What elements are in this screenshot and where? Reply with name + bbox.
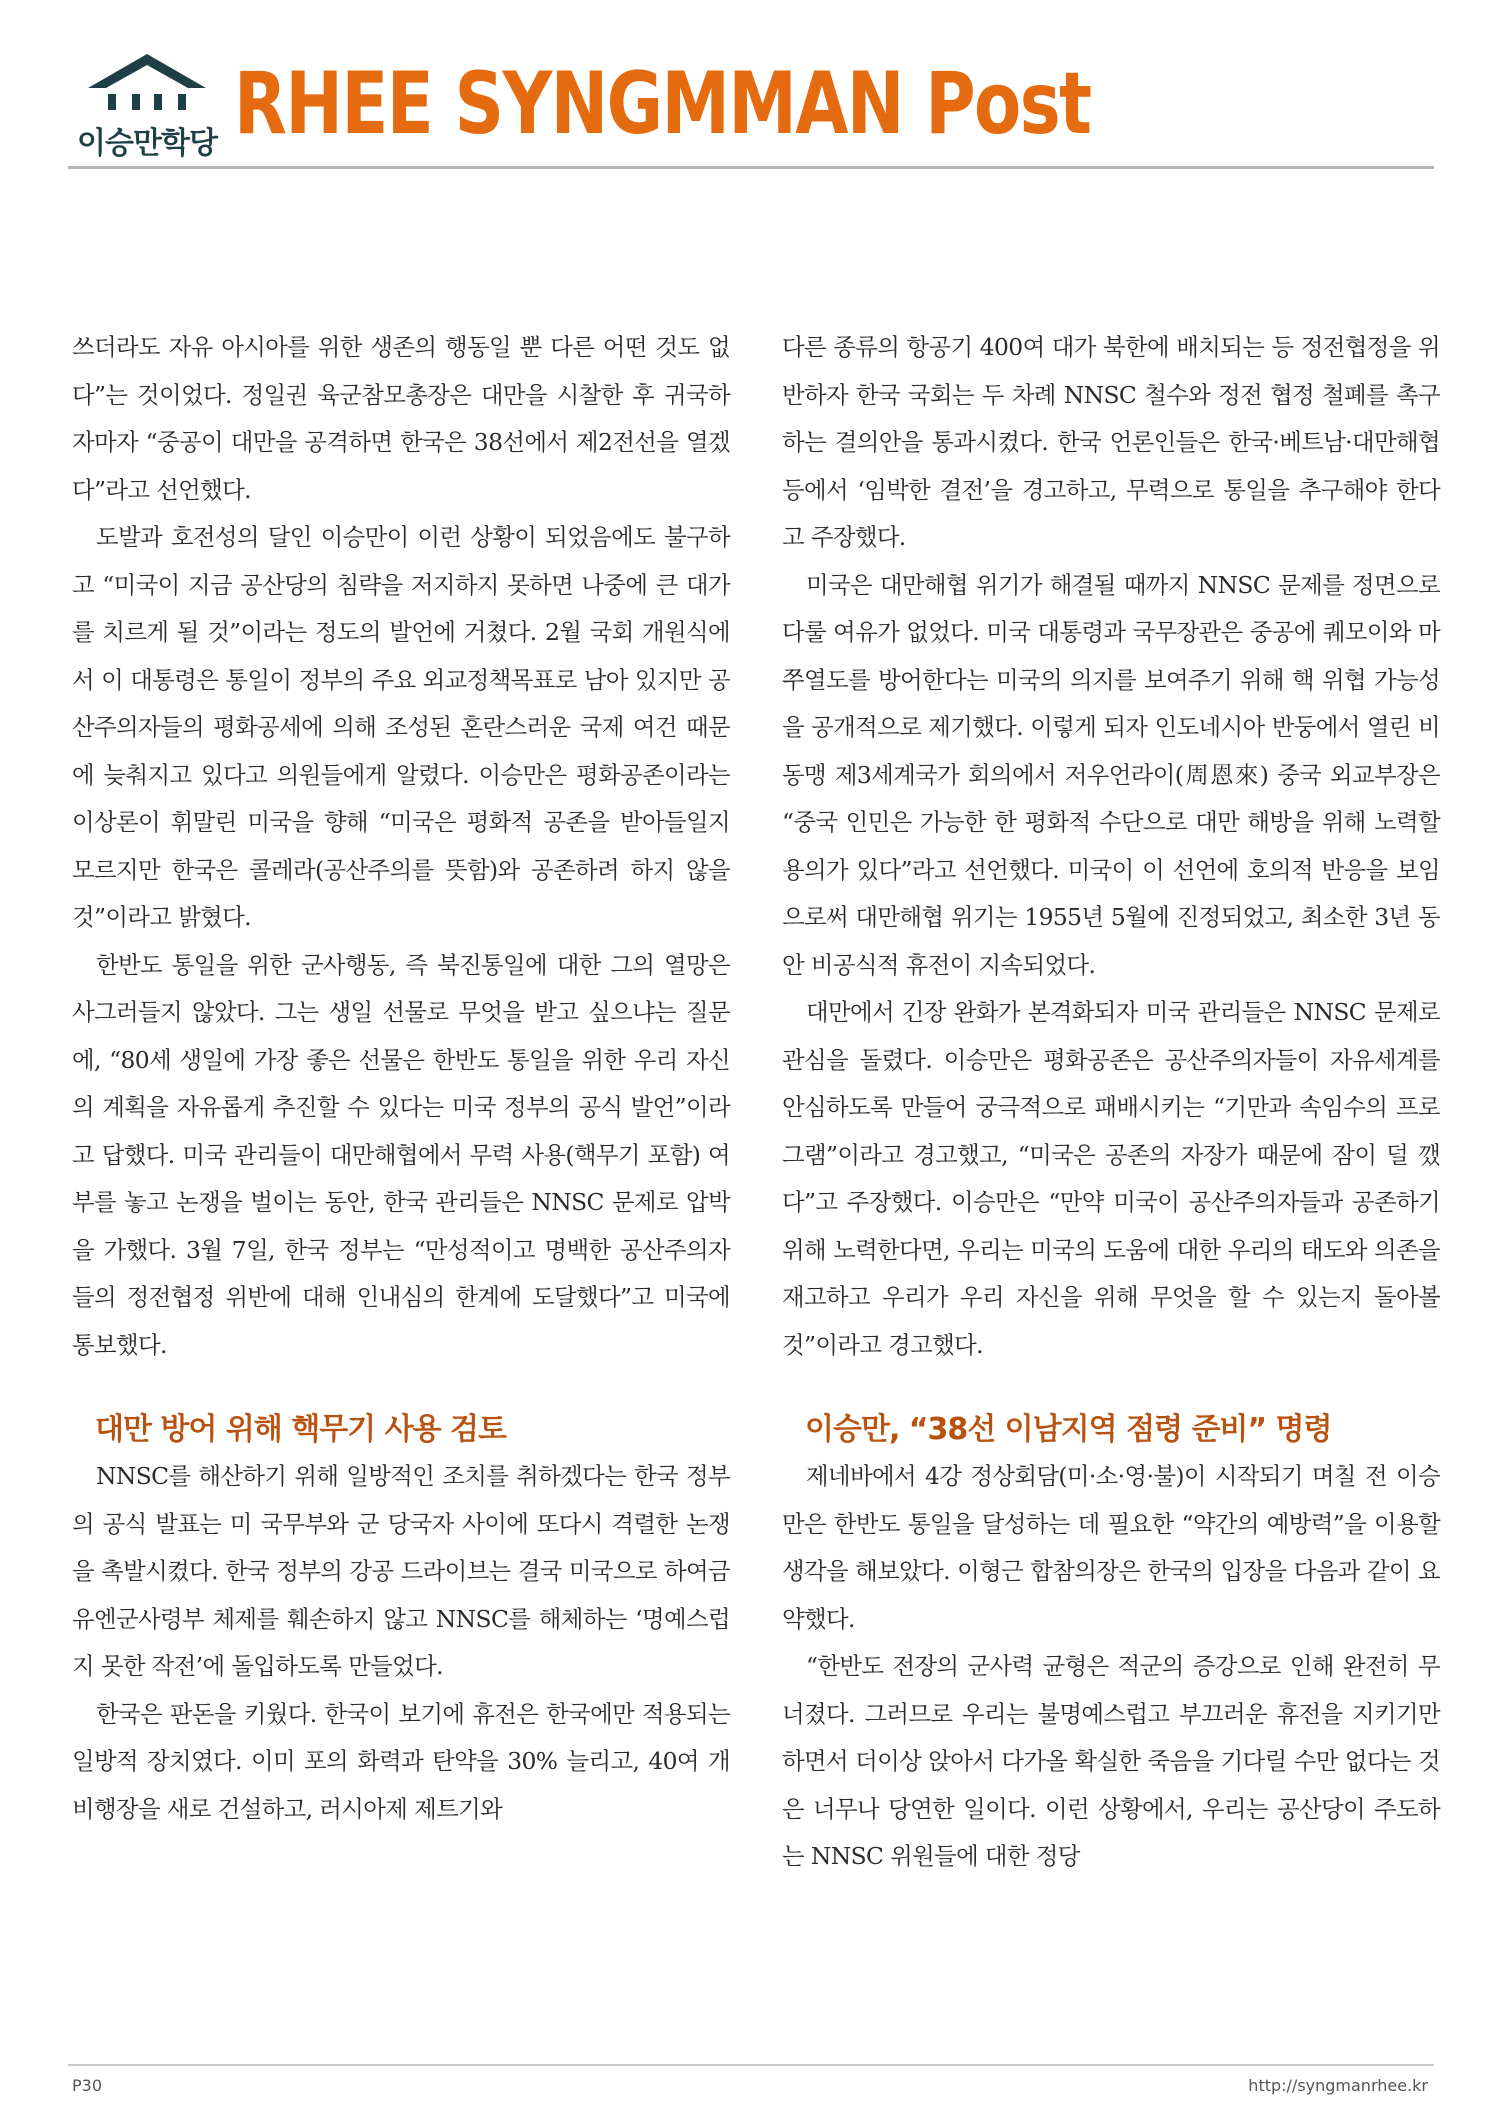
section-heading: 대만 방어 위해 핵무기 사용 검토 xyxy=(95,1412,506,1447)
website-url: http://syngmanrhee.kr xyxy=(1248,2076,1428,2095)
body-paragraph: NNSC를 해산하기 위해 일방적인 조치를 취하겠다는 한국 정부의 공식 발표는 미 국무부와 군 당국자 사이에 또다시 격렬한 논쟁을 촉발시켰다. 한국 정부의 강공 드라이브는 결국 미국으로 하여금 유엔군사령부 체제를 훼손하지 않고 NNSC를 해체하는 ‘명예스럽지 못한 작전’에 돌입하도록 만들었다. xyxy=(72,1462,730,1680)
body-paragraph: 도발과 호전성의 달인 이승만이 이런 상황이 되었음에도 불구하고 “미국이 지금 공산당의 침략을 저지하지 못하면 나중에 큰 대가를 치르게 될 것”이라는 정도의 발언에 거쳤다. 2월 국회 개원식에서 이 대통령은 통일이 정부의 주요 외교정책목표로 남아 있지만 공산주의자들의 평화공세에 의해 조성된 혼란스러운 국제 여건 때문에 늦춰지고 있다고 의원들에게 알렸다. 이승만은 평화공존이라는 이상론이 휘말린 미국을 향해 “미국은 평화적 공존을 받아들일지 모르지만 한국은 콜레라(공산주의를 뜻함)와 공존하려 하지 않을 것”이라고 밝혔다. xyxy=(72,523,731,931)
body-paragraph: 쓰더라도 자유 아시아를 위한 생존의 행동일 뿐 다른 어떤 것도 없다”는 것이었다. 정일권 육군참모총장은 대만을 시찰한 후 귀국하자마자 “중공이 대만을 공격하면 한국은 38선에서 제2전선을 열겠다”라고 선언했다. xyxy=(72,333,730,504)
body-paragraph: 다른 종류의 항공기 400여 대가 북한에 배치되는 등 정전협정을 위반하자 한국 국회는 두 차례 NNSC 철수와 정전 협정 철폐를 촉구하는 결의안을 통과시켰다. 한국 언론인들은 한국·베트남·대만해협 등에서 ‘임박한 결전’을 경고하고, 무력으로 통일을 추구해야 한다고 주장했다. xyxy=(782,333,1440,551)
logo xyxy=(72,50,222,160)
body-paragraph: 미국은 대만해협 위기가 해결될 때까지 NNSC 문제를 정면으로 다룰 여유가 없었다. 미국 대통령과 국무장관은 중공에 퀘모이와 마쭈열도를 방어한다는 미국의 의지를 보여주기 위해 핵 위협 가능성을 공개적으로 제기했다. 이렇게 되자 인도네시아 반둥에서 열린 비동맹 제3세계국가 회의에서 저우언라이(周恩來) 중국 외교부장은 “중국 인민은 가능한 한 평화적 수단으로 대만 해방을 위해 노력할 용의가 있다”라고 선언했다. 미국이 이 선언에 호의적 반응을 보임으로써 대만해협 위기는 1955년 5월에 진정되었고, 최소한 3년 동안 비공식적 휴전이 지속되었다. xyxy=(782,570,1440,979)
masthead xyxy=(68,48,1434,168)
body-paragraph: 한국은 판돈을 키웠다. 한국이 보기에 휴전은 한국에만 적용되는 일방적 장치였다. 이미 포의 화력과 탄약을 30% 늘리고, 40여 개 비행장을 새로 건설하고, 러시아제 제트기와 xyxy=(72,1699,730,1823)
publication-title: RHEE SYNGMMAN Post xyxy=(234,54,1091,154)
page-number: P30 xyxy=(72,2076,103,2095)
body-paragraph: 대만에서 긴장 완화가 본격화되자 미국 관리들은 NNSC 문제로 관심을 돌렸다. 이승만은 평화공존은 공산주의자들이 자유세계를 안심하도록 만들어 궁극적으로 패배시키는 “기만과 속임수의 프로그램”이라고 경고했고, “미국은 공존의 자장가 때문에 잠이 덜 깼다”고 주장했다. 이승만은 “만약 미국이 공산주의자들과 공존하기 위해 노력한다면, 우리는 미국의 도움에 대한 우리의 태도와 의존을 재고하고 우리가 우리 자신을 위해 무엇을 할 수 있는지 돌아볼 것”이라고 경고했다. xyxy=(782,998,1440,1359)
right-column xyxy=(782,324,1440,1881)
logo-text: 이승만학당 xyxy=(77,126,217,161)
header-divider xyxy=(68,166,1434,169)
academy-building-icon xyxy=(82,50,212,120)
left-column xyxy=(72,324,730,1833)
body-paragraph: “한반도 전장의 군사력 균형은 적군의 증강으로 인해 완전히 무너졌다. 그러므로 우리는 불명예스럽고 부끄러운 휴전을 지키기만 하면서 더이상 앉아서 다가올 확실한 죽음을 기다릴 수만 없다는 것은 너무나 당연한 일이다. 이런 상황에서, 우리는 공산당이 주도하는 NNSC 위원들에 대한 정당 xyxy=(782,1652,1441,1870)
body-paragraph: 한반도 통일을 위한 군사행동, 즉 북진통일에 대한 그의 열망은 사그러들지 않았다. 그는 생일 선물로 무엇을 받고 싶으냐는 질문에, “80세 생일에 가장 좋은 선물은 한반도 통일을 위한 우리 자신의 계획을 자유롭게 추진할 수 있다는 미국 정부의 공식 발언”이라고 답했다. 미국 관리들이 대만해협에서 무력 사용(핵무기 포함) 여부를 놓고 논쟁을 벌이는 동안, 한국 관리들은 NNSC 문제로 압박을 가했다. 3월 7일, 한국 정부는 “만성적이고 명백한 공산주의자들의 정전협정 위반에 대해 인내심의 한계에 도달했다”고 미국에 통보했다. xyxy=(72,950,730,1359)
body-paragraph: 제네바에서 4강 정상회담(미·소·영·불)이 시작되기 며칠 전 이승만은 한반도 통일을 달성하는 데 필요한 “약간의 예방력”을 이용할 생각을 해보았다. 이형근 합참의장은 한국의 입장을 다음과 같이 요약했다. xyxy=(782,1462,1440,1633)
footer-divider xyxy=(68,2064,1434,2066)
section-heading: 이승만, “38선 이남지역 점령 준비” 명령 xyxy=(805,1412,1332,1447)
